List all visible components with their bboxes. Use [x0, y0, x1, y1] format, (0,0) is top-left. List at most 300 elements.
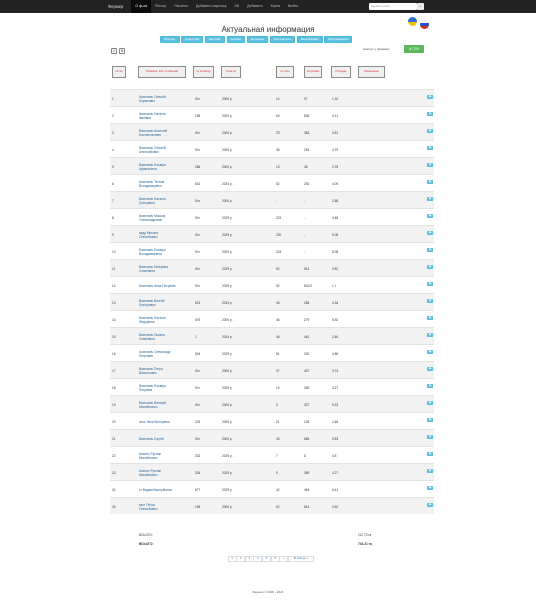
- owner-name-link[interactable]: [139, 141, 166, 158]
- owner-name-link[interactable]: [139, 175, 164, 192]
- cell-contract: б/н: [195, 385, 200, 390]
- owner-name-part: Вахнович Сергій: [139, 436, 164, 441]
- cell-hectares: 2.48: [332, 419, 339, 424]
- nav-menu: [131, 0, 302, 13]
- owner-name-part: Михайлович: [139, 455, 158, 460]
- owner-name-part: Васильович: [139, 370, 157, 375]
- cell-plot: 23: [276, 130, 280, 135]
- owner-name-link[interactable]: [139, 260, 168, 277]
- view-eye-icon[interactable]: ◉: [428, 145, 432, 150]
- cell-area: 97: [304, 96, 308, 101]
- table-row: [110, 310, 434, 327]
- cell-term: 2000 р.: [222, 402, 233, 407]
- owner-name-link[interactable]: [139, 277, 175, 294]
- owner-name-link[interactable]: [139, 498, 158, 515]
- cell-term: 2029 р.: [222, 385, 233, 390]
- cell-area: 437: [304, 368, 310, 373]
- cell-plot: 5: [276, 470, 278, 475]
- cell-contract: б/н: [195, 130, 200, 135]
- cell-term: 2029 р.: [222, 351, 233, 356]
- owner-name-part: Іванівна: [139, 115, 152, 120]
- cell-contract: б/н: [195, 232, 200, 237]
- cell-hectares: 5.33: [332, 402, 339, 407]
- cell-hectares: 4.86: [332, 351, 339, 356]
- table-row: [110, 191, 434, 208]
- cell-hectares: 6.41: [332, 487, 339, 492]
- cell-hectares: 5.92: [332, 317, 339, 322]
- cell-plot: 220: [276, 232, 282, 237]
- view-eye-icon[interactable]: ◉: [428, 94, 432, 99]
- filter-button-1[interactable]: Свідоцтво: [181, 36, 203, 43]
- owner-name-link[interactable]: [139, 90, 166, 107]
- top-navbar: [0, 0, 536, 13]
- cell-num: 22: [112, 453, 116, 458]
- cell-area: 666: [304, 436, 310, 441]
- total-row: [110, 531, 434, 540]
- cell-num: 1: [112, 96, 114, 101]
- cell-term: 2000 р.: [222, 130, 233, 135]
- cell-term: 2029 р.: [222, 453, 233, 458]
- cell-term: 2000 р.: [222, 96, 233, 101]
- nav-item-4[interactable]: Ой: [234, 4, 240, 9]
- cell-num: 12: [112, 283, 116, 288]
- cell-hectares: 3.52: [332, 504, 339, 509]
- column-header-name[interactable]: Прізвище, Ім'я, по батькові: [138, 66, 186, 78]
- cell-area: -: [304, 249, 306, 254]
- cell-contract: 1: [195, 334, 197, 339]
- cell-num: 25: [112, 504, 116, 509]
- table-row: [110, 174, 434, 191]
- cell-contract: 198: [195, 113, 201, 118]
- cell-contract: б/н: [195, 283, 200, 288]
- owner-name-part: Петрович: [139, 353, 154, 358]
- cell-term: 2029 р.: [222, 232, 233, 237]
- cell-area: -: [304, 232, 306, 237]
- owner-name-part: Олексійович: [139, 506, 158, 511]
- nav-item-6[interactable]: Карта: [270, 4, 280, 9]
- owner-name-link[interactable]: [139, 311, 166, 328]
- cell-num: 3: [112, 130, 114, 135]
- cell-contract: 266: [195, 164, 201, 169]
- cell-contract: б/н: [195, 249, 200, 254]
- view-eye-icon[interactable]: ◉: [428, 196, 432, 201]
- cell-area: 814: [304, 266, 310, 271]
- cell-contract: 613: [195, 300, 201, 305]
- cell-contract: 195: [195, 504, 201, 509]
- cell-hectares: 3.74: [332, 368, 339, 373]
- cell-hectares: 2.58: [332, 198, 339, 203]
- cell-plot: 42: [276, 487, 280, 492]
- cell-plot: 223: [276, 215, 282, 220]
- table-row: [110, 89, 434, 106]
- cell-num: 23: [112, 470, 116, 475]
- search-input[interactable]: Задайте поиск: [369, 3, 417, 10]
- cell-num: 13: [112, 300, 116, 305]
- cell-contract: 676: [195, 317, 201, 322]
- page-title: Актуальная информация: [221, 25, 315, 34]
- cell-hectares: 3.52: [332, 266, 339, 271]
- owner-name-part: Федорівна: [139, 319, 155, 324]
- cell-hectares: 4.34: [332, 300, 339, 305]
- cell-num: 10: [112, 249, 116, 254]
- view-eye-icon[interactable]: ◉: [428, 400, 432, 405]
- owner-name-link[interactable]: [139, 158, 166, 175]
- cell-plot: 43: [276, 436, 280, 441]
- view-eye-icon[interactable]: ◉: [428, 417, 432, 422]
- view-eye-icon[interactable]: ◉: [428, 162, 432, 167]
- column-header-num[interactable]: № п/п: [112, 66, 126, 78]
- view-eye-icon[interactable]: ◉: [428, 468, 432, 473]
- cell-area: 279: [304, 317, 310, 322]
- owner-name-link[interactable]: [139, 430, 164, 447]
- table-row: [110, 140, 434, 157]
- cell-plot: 14: [276, 385, 280, 390]
- cell-num: 21: [112, 436, 116, 441]
- table-row: [110, 276, 434, 293]
- cell-term: 2000 р.: [222, 419, 233, 424]
- owner-name-part: Вахнович Анатолій: [139, 128, 168, 133]
- owner-name-link[interactable]: [139, 362, 163, 379]
- cell-num: 6: [112, 181, 114, 186]
- filter-button-6[interactable]: Бенефициар: [297, 36, 323, 43]
- owner-name-part: Вахнович Ельвіра: [139, 162, 166, 167]
- cell-plot: 38: [276, 147, 280, 152]
- page-link-7[interactable]: В кінець »: [288, 556, 314, 562]
- export-csv-button[interactable]: [404, 45, 424, 53]
- owner-name-part: Вахнович Валерій: [139, 400, 166, 405]
- owner-name-part: Вахнович Микола: [139, 213, 166, 218]
- cell-plot: 52: [276, 181, 280, 186]
- table-totals: [110, 531, 434, 549]
- owner-name-part: хахт Петро: [139, 502, 156, 507]
- owner-name-part: Аахнович Тетяна: [139, 179, 165, 184]
- cell-area: 801/2: [304, 283, 312, 288]
- owner-name-part: хадр Микола: [139, 230, 159, 235]
- cell-num: 8: [112, 215, 114, 220]
- owner-name-part: Вахнович Петро: [139, 366, 164, 371]
- cell-hectares: 4.11: [332, 113, 338, 118]
- table-row: [110, 106, 434, 123]
- cell-contract: б/н: [195, 402, 200, 407]
- cell-plot: 37: [276, 368, 280, 373]
- cell-plot: 3: [276, 402, 278, 407]
- owner-name-link[interactable]: [139, 379, 166, 396]
- owner-name-part: Михайлович: [139, 404, 158, 409]
- cell-num: 17: [112, 368, 116, 373]
- filter-button-2[interactable]: Ідентиф.: [205, 36, 225, 43]
- cell-hectares: 4.27: [332, 385, 339, 390]
- flag-ru-icon[interactable]: [420, 20, 429, 29]
- cell-area: 320: [304, 351, 310, 356]
- cell-plot: 224: [276, 249, 282, 254]
- owner-name-part: Петрівна: [139, 387, 153, 392]
- cell-hectares: 5.08: [332, 232, 339, 237]
- view-eye-icon[interactable]: ◉: [428, 315, 432, 320]
- owner-name-part: Григорович: [139, 302, 156, 307]
- cell-term: 2000 р.: [222, 436, 233, 441]
- cell-contract: 332: [195, 453, 201, 458]
- cell-area: 126: [304, 419, 310, 424]
- table-row: [110, 157, 434, 174]
- owner-name-part: Олексійович: [139, 234, 158, 239]
- nav-item-5[interactable]: Добавить: [247, 4, 263, 9]
- table-row: [110, 208, 434, 225]
- owner-name-link[interactable]: [139, 107, 166, 124]
- cell-area: 8: [304, 453, 306, 458]
- pagination: [228, 556, 314, 562]
- cell-term: 2000 р.: [222, 504, 233, 509]
- table-row: [110, 242, 434, 259]
- owner-name-link[interactable]: [139, 226, 158, 243]
- cell-term: 2000 р.: [222, 249, 233, 254]
- view-eye-icon[interactable]: ◉: [428, 366, 432, 371]
- owner-name-part: Афанасівна: [139, 166, 157, 171]
- cell-hectares: 4.5: [332, 453, 337, 458]
- table-row: [110, 497, 434, 514]
- page-link-2[interactable]: 3: [245, 556, 254, 562]
- cell-num: 5: [112, 164, 114, 169]
- page-link-3[interactable]: 4: [253, 556, 262, 562]
- cell-plot: 7: [276, 453, 278, 458]
- brand-logo[interactable]: Фермер: [108, 3, 124, 9]
- view-eye-icon[interactable]: ◉: [428, 502, 432, 507]
- view-eye-icon[interactable]: ◉: [428, 111, 432, 116]
- cell-num: 14: [112, 317, 116, 322]
- cell-term: 2000 р.: [222, 113, 233, 118]
- owner-name-part: Вахнович Катерина: [139, 264, 168, 269]
- cell-num: 15: [112, 334, 116, 339]
- owner-name-link[interactable]: [139, 447, 161, 464]
- cell-area: 464: [304, 487, 310, 492]
- cell-plot: 52: [276, 504, 280, 509]
- column-header-plot[interactable]: № поля: [276, 66, 294, 78]
- cell-term: 2029 р.: [222, 215, 233, 220]
- column-header-area[interactable]: № ділянки: [304, 66, 322, 78]
- cell-contract: б/н: [195, 147, 200, 152]
- table-row: [110, 412, 434, 429]
- cell-area: -: [304, 198, 306, 203]
- column-header-note[interactable]: Примечание: [358, 66, 385, 78]
- owner-name-part: Вахнович Олексій: [139, 145, 166, 150]
- filter-button-4[interactable]: Договоры: [247, 36, 268, 43]
- cell-area: 390: [304, 385, 310, 390]
- owner-name-link[interactable]: [139, 345, 170, 362]
- owner-name-part: Володимирівна: [139, 183, 162, 188]
- table-row: [110, 463, 434, 480]
- total-value: 112.73 га: [358, 533, 372, 537]
- cell-contract: 642: [195, 181, 201, 186]
- cell-term: 2029 р.: [222, 470, 233, 475]
- cell-area: -: [304, 215, 306, 220]
- cell-hectares: 5.08: [332, 249, 339, 254]
- cell-term: 2000 р.: [222, 164, 233, 169]
- cell-area: 268: [304, 300, 310, 305]
- owner-name-link[interactable]: [139, 192, 166, 209]
- owner-name-part: Володимирівна: [139, 251, 162, 256]
- check-all-icon[interactable]: ✓: [112, 48, 116, 53]
- view-eye-icon[interactable]: ◉: [428, 128, 432, 133]
- page-link-1[interactable]: 2: [236, 556, 245, 562]
- table-row: [110, 361, 434, 378]
- table-row: [110, 378, 434, 395]
- owner-name-part: Семенівна: [139, 336, 155, 341]
- page-link-4[interactable]: 5: [262, 556, 271, 562]
- cell-contract: б/н: [195, 436, 200, 441]
- download-icon: ⬇: [408, 47, 412, 51]
- view-eye-icon[interactable]: ◉: [428, 230, 432, 235]
- cell-num: 18: [112, 385, 116, 390]
- filter-buttons: [160, 36, 352, 43]
- cell-term: 2029 р.: [222, 487, 233, 492]
- cell-hectares: 3.53: [332, 436, 339, 441]
- cell-term: 2000 р.: [222, 147, 233, 152]
- grand-total-label: ВСЬОГО:: [139, 542, 154, 546]
- view-eye-icon[interactable]: ◉: [428, 213, 432, 218]
- filter-button-0[interactable]: Паспорт: [160, 36, 180, 43]
- owner-name-part: хт Вадим Валерійович: [139, 487, 173, 492]
- cell-num: 9: [112, 232, 114, 237]
- owner-name-part: Григорівна: [139, 200, 155, 205]
- owners-table: [110, 89, 434, 514]
- owner-name-part: Вахнович Ельвіра: [139, 383, 166, 388]
- nav-item-3[interactable]: Добавить карточку: [196, 4, 227, 9]
- cell-num: 19: [112, 402, 116, 407]
- nav-item-0[interactable]: О ф-ла: [131, 0, 151, 13]
- cell-term: 2000 р.: [222, 198, 233, 203]
- flag-ua-icon[interactable]: [408, 17, 417, 26]
- cell-term: 2024 р.: [222, 181, 233, 186]
- view-eye-icon[interactable]: ◉: [428, 247, 432, 252]
- cell-area: 254: [304, 147, 310, 152]
- view-eye-icon[interactable]: ◉: [428, 179, 432, 184]
- owner-name-part: Аахнович Олександр: [139, 349, 171, 354]
- view-eye-icon[interactable]: ◉: [428, 264, 432, 269]
- cell-num: 7: [112, 198, 114, 203]
- owner-name-link[interactable]: [139, 464, 161, 481]
- owner-name-link[interactable]: [139, 396, 166, 413]
- nav-item-1[interactable]: Реєстр: [155, 4, 167, 9]
- cell-term: 2000 р.: [222, 317, 233, 322]
- cell-contract: б/н: [195, 266, 200, 271]
- grand-total-value: 743.21 га: [358, 542, 372, 546]
- cell-num: 24: [112, 487, 116, 492]
- cell-num: 4: [112, 147, 114, 152]
- cell-contract: 677: [195, 487, 201, 492]
- table-row: [110, 446, 434, 463]
- owner-name-link[interactable]: [139, 294, 164, 311]
- view-eye-icon[interactable]: ◉: [428, 349, 432, 354]
- owner-name-link[interactable]: [139, 209, 165, 226]
- view-eye-icon[interactable]: ◉: [428, 281, 432, 286]
- filter-button-3[interactable]: Архивы: [227, 36, 246, 43]
- cell-num: 2: [112, 113, 114, 118]
- owner-name-link[interactable]: [139, 124, 167, 141]
- cell-plot: 46: [276, 317, 280, 322]
- table-row: [110, 225, 434, 242]
- owner-name-link[interactable]: [139, 481, 172, 498]
- owner-name-link[interactable]: [139, 413, 170, 430]
- table-row: [110, 123, 434, 140]
- column-header-contract[interactable]: № договору: [193, 66, 214, 78]
- view-eye-icon[interactable]: ◉: [428, 332, 432, 337]
- cell-area: 389: [304, 470, 310, 475]
- nav-item-2[interactable]: Расчеты: [174, 4, 188, 9]
- column-header-hectares[interactable]: Площадь: [331, 66, 351, 78]
- export-label: експорт у формате: [363, 47, 390, 51]
- cell-plot: 13: [276, 164, 280, 169]
- view-eye-icon[interactable]: ◉: [428, 451, 432, 456]
- view-eye-icon[interactable]: ◉: [428, 383, 432, 388]
- cell-hectares: 1.7: [332, 283, 337, 288]
- cell-contract: 334: [195, 470, 201, 475]
- table-row: [110, 395, 434, 412]
- cell-plot: 63: [276, 113, 280, 118]
- owner-name-part: хахь Леся Вікторівна: [139, 419, 170, 424]
- owner-name-part: Аахнич Руслан: [139, 451, 162, 456]
- page-link-5[interactable]: 6: [271, 556, 280, 562]
- cell-area: 327: [304, 402, 310, 407]
- cell-hectares: 1.32: [332, 96, 339, 101]
- cell-contract: б/н: [195, 368, 200, 373]
- cell-hectares: 4.51: [332, 130, 339, 135]
- cell-area: 814: [304, 504, 310, 509]
- cell-hectares: 4.79: [332, 147, 339, 152]
- cell-hectares: 2.46: [332, 334, 339, 339]
- cell-plot: 46: [276, 334, 280, 339]
- cell-plot: -: [276, 198, 278, 203]
- cell-hectares: 2.78: [332, 164, 339, 169]
- cell-area: 293: [304, 181, 310, 186]
- owner-name-link[interactable]: [139, 328, 165, 345]
- cell-plot: 52: [276, 266, 280, 271]
- table-row: [110, 259, 434, 276]
- grand-total-row: [110, 540, 434, 549]
- cell-area: 48: [304, 164, 308, 169]
- filter-button-5[interactable]: Контрагенты: [270, 36, 296, 43]
- owner-name-link[interactable]: [139, 243, 166, 260]
- cell-term: 2024 р.: [222, 334, 233, 339]
- owner-name-part: Вахнович Віталій: [139, 298, 165, 303]
- page-link-0[interactable]: 1: [228, 556, 237, 562]
- cell-area: 461: [304, 334, 310, 339]
- cell-contract: 604: [195, 351, 201, 356]
- cell-contract: б/н: [195, 96, 200, 101]
- owner-name-part: Вахнович Наталія: [139, 196, 166, 201]
- nav-item-7[interactable]: Выйти: [287, 4, 299, 9]
- search-icon[interactable]: ⌕: [417, 3, 424, 10]
- close-icon[interactable]: ✕: [120, 48, 124, 53]
- cell-plot: 52: [276, 283, 280, 288]
- view-eye-icon[interactable]: ◉: [428, 434, 432, 439]
- column-header-term[interactable]: Сума до: [221, 66, 241, 78]
- page-link-6[interactable]: »: [279, 556, 288, 562]
- view-eye-icon[interactable]: ◉: [428, 298, 432, 303]
- table-row: [110, 480, 434, 497]
- cell-num: 20: [112, 419, 116, 424]
- owner-name-part: Костянтинович: [139, 132, 162, 137]
- owner-name-part: Аахнович Наталія: [139, 111, 166, 116]
- cell-num: 11: [112, 266, 116, 271]
- filter-button-7[interactable]: Распоряжения: [324, 36, 352, 43]
- cell-num: 16: [112, 351, 116, 356]
- cell-contract: 243: [195, 419, 201, 424]
- owner-name-part: Аахнич Руслан: [139, 468, 162, 473]
- view-eye-icon[interactable]: ◉: [428, 485, 432, 490]
- owner-name-part: Семенівна: [139, 268, 155, 273]
- owner-name-part: Михайлович: [139, 472, 158, 477]
- cell-area: 836: [304, 113, 310, 118]
- cell-contract: б/н: [195, 198, 200, 203]
